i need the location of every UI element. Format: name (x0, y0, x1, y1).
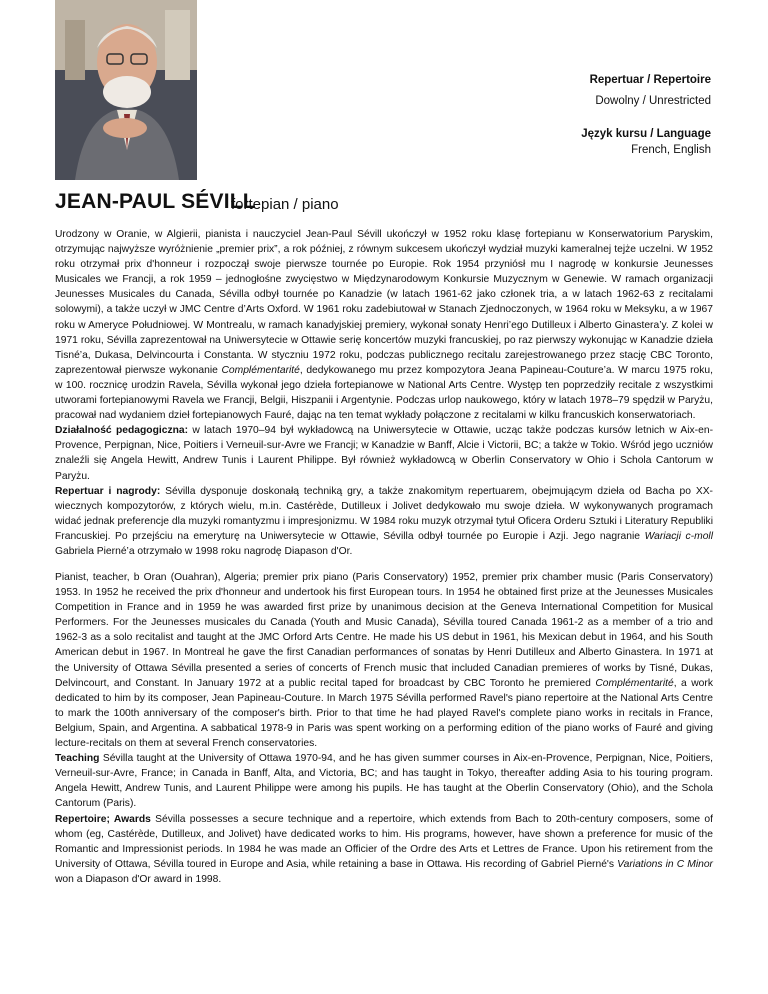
language-block (581, 126, 711, 158)
bio-en-teaching-label: Teaching (55, 753, 100, 765)
bio-en-awards-label: Repertoire; Awards (55, 813, 151, 825)
bio-pl-awards-work: Wariacji c-moll (644, 530, 713, 542)
bio-pl-intro-work: Complémentarité (221, 364, 300, 376)
biography-english (55, 570, 713, 887)
portrait-illustration (55, 0, 197, 180)
artist-instrument: fortepian / piano (231, 196, 339, 213)
language-label: Język kursu / Language (581, 128, 711, 140)
bio-pl-teaching-text: w latach 1970–94 był wykładowcą na Uniwersytecie w Ottawie, ucząc także podczas kursów letnich w Aix-en-Provence, Perpignan, Nice, Poitiers i Verneuil-sur-Avre we Francji; w Kanadzie w Banff, Alcie i Victorii, BC; a także w Tokio. Wśród jego uczniów znaleźli się Angela Hewitt, Andrew Tunis i Laurent Philippe. Był również wykładowcą w Oberlin Conservatory w Ohio i Schola Cantorum w Paryżu. (55, 425, 713, 482)
bio-en-awards-work: Variations in C Minor (617, 858, 713, 870)
artist-portrait (55, 0, 197, 180)
bio-pl-intro-rest: , dedykowanego mu przez kompozytora Jeana Papineau-Couture’a. W marcu 1975 roku, w 100. rocznicę urodzin Ravela, Sévilla wykonał jego dzieła fortepianowe w National Arts Centre. Występ ten poprzedziły recitale z wszystkimi utworami fortepianowymi Ravela we Francji, Belgii, Hiszpanii i Argentynie. Podczas urlop naukowego, który w latach 1978–79 spędził w Paryżu, pracował nad wydaniem dzieł fortepianowych Fauré, dając na ten temat wykłady połączone z recitalami w kilku francuskich konserwatoriach. (55, 364, 713, 422)
bio-en-intro-text: Pianist, teacher, b Oran (Ouahran), Algeria; premier prix piano (Paris Conservatory) 1952, premier prix chamber music (Paris Conservatory) 1953. In 1952 he received the prix d'honneur and undertook his first European tours. In 1954 he obtained first prize at the Jeunesses Musicales Competition in France and in 1959 he was awarded first prize by unanimous decision at the Geneva International Competition for Musical Performers. For the Jeunesses musicales du Canada (Youth and Music Canada), Sévilla toured Canada 1961-2 as a member of a trio and 1962-3 as a solo recitalist and taught at the JMC Orford Arts Centre. He made his US debut in 1961, his Mexican debut in 1964, and his South American debut in 1967. In Montreal he gave the first Canadian performances of sonatas by Henri Dutilleux and Alberto Ginastera. In 1971 at the University of Ottawa Sévilla presented a series of concerts of French music that included Canadian premieres of works by Tisné, Dukas, Delvincourt, and Constant. In January 1972 at a public recital taped for broadcast by CBC Toronto he premiered (55, 572, 713, 689)
bio-en-teaching-text: Sévilla taught at the University of Ottawa 1970-94, and he has given summer courses in Aix-en-Provence, Perpignan, Nice, Poitiers, Verneuil-sur-Avre, France; in Canada in Banff, Alta, and Victoria, BC; and has taught in Tokyo, thereafter adding Asia to his touring program. Angela Hewitt, Andrew Tunis, and Laurent Philippe were among his pupils. He has taught at the Oberlin Conservatory (Ohio), and the Schola Cantorum (Paris). (55, 753, 713, 810)
bio-pl-intro (55, 227, 713, 423)
bio-pl-intro-text: Urodzony w Oranie, w Algierii, pianista i nauczyciel Jean-Paul Sévill ukończył w 1952 roku klasę fortepianu w Konserwatorium Paryskim, otrzymując najwyższe wyróżnienie „premier prix”, a rok później, z równym sukcesem ukończył wydział muzyki kameralnej tejże uczelni. W 1952 roku otrzymał prix d'honneur i rozpoczął swoje pierwsze tournée po Europie. Rok 1954 przyniósł mu I nagrodę w konkursie Jeunesses Musicales we Francji, a rok 1959 – jednogłośne zwycięstwo w Międzynarodowym Konkursie Muzycznym w Genewie. W ramach organizacji Jeunesses Musicales du Canada, Sévilla odbył tournée po Kanadzie (w latach 1961-62 jako członek tria, a w latach 1962-63 z recitalami solowymi), a także uczył w JMC Centre d’Arts Oxford. W 1961 roku zadebiutował w Stanach Zjednoczonych, w 1964 roku w Meksyku, a w 1967 roku w Ameryce Południowej. W Montrealu, w ramach kanadyjskiej premiery, wykonał sonaty Henri’ego Dutilleux i Alberto Ginastera’y. Z kolei w 1971 roku, Sévilla zaprezentował na Uniwersytecie w Ottawie serię koncertów muzyki francuskiej, po raz pierwszy wykonując w Kanadzie dzieła Tisné’a, Dukasa, Delvincourta i Constanta. W styczniu 1972 roku, podczas publicznego recitalu zarejestrowanego przez stację CBC Toronto, zaprezentował pierwsze wykonanie (55, 229, 713, 376)
artist-name: JEAN-PAUL SÉVILL (55, 190, 256, 213)
bio-en-intro-rest: , a work dedicated to him by its composer, Jean Papineau-Couture. In March 1975 Sévilla performed Ravel's piano repertoire at the National Arts Centre to mark the 100th anniversary of the composer's birth. Prior to that time he had played Ravel's complete piano works in recitals in France, Belgium, Spain, and Argentina. A sabbatical 1978-9 in Paris was spent working on a performing edition of the piano works of Fauré and giving lecture-recitals on them at several French conservatories. (55, 677, 713, 750)
repertoire-label: Repertuar / Repertoire (589, 74, 711, 86)
bio-en-awards-text: Sévilla possesses a secure technique and a repertoire, which extends from Bach to 20th-century composers, some of whom (eg, Castérède, Dutilleux, and Jolivet) have dedicated works to him. His programs, however, have shown a preference for music of the Romantic and Impressionist periods. In 1984 he was made an Officier of the Ordre des Arts et Lettres de France. Upon his retirement from the University of Ottawa, Sévilla toured in Europe and Asia, while retaining a base in Ottawa. His recording of Gabriel Pierné's (55, 813, 713, 870)
bio-pl-awards-rest: Gabriela Pierné’a otrzymało w 1998 roku nagrodę Diapason d'Or. (55, 545, 353, 557)
bio-pl-teaching (55, 423, 713, 483)
bio-en-awards-rest: won a Diapason d'Or award in 1998. (55, 873, 222, 885)
biography-polish (55, 227, 713, 559)
repertoire-block (590, 72, 711, 109)
bio-en-intro-work: Complémentarité (595, 677, 674, 689)
bio-en-awards (55, 812, 713, 887)
bio-pl-awards-text: Sévilla dysponuje doskonałą techniką gry, a także znakomitym repertuarem, obejmującym dzieła od Bacha po XX-wiecznych kompozytorów, z których wielu, m.in. Castérède, Dutilleux i Jolivet dedykowało mu swoje dzieła. W wykonywanych programach widać jednak preferencje dla muzyki romantyzmu i impresjonizmu. W 1984 roku muzyk otrzymał tytuł Oficera Orderu Sztuki i Literatury Republiki Francuskiej. Po przejściu na emeryturę na Uniwersytecie w Ottawie, Sévilla odbył tournée po Europie i Azji. Jego nagranie (55, 485, 713, 542)
language-value: French, English (631, 144, 711, 156)
bio-pl-awards-label: Repertuar i nagrody: (55, 485, 161, 497)
repertoire-value: Dowolny / Unrestricted (595, 95, 711, 107)
bio-pl-awards (55, 484, 713, 559)
bio-en-intro (55, 570, 713, 751)
bio-en-teaching (55, 751, 713, 811)
bio-pl-teaching-label: Działalność pedagogiczna: (55, 425, 189, 437)
